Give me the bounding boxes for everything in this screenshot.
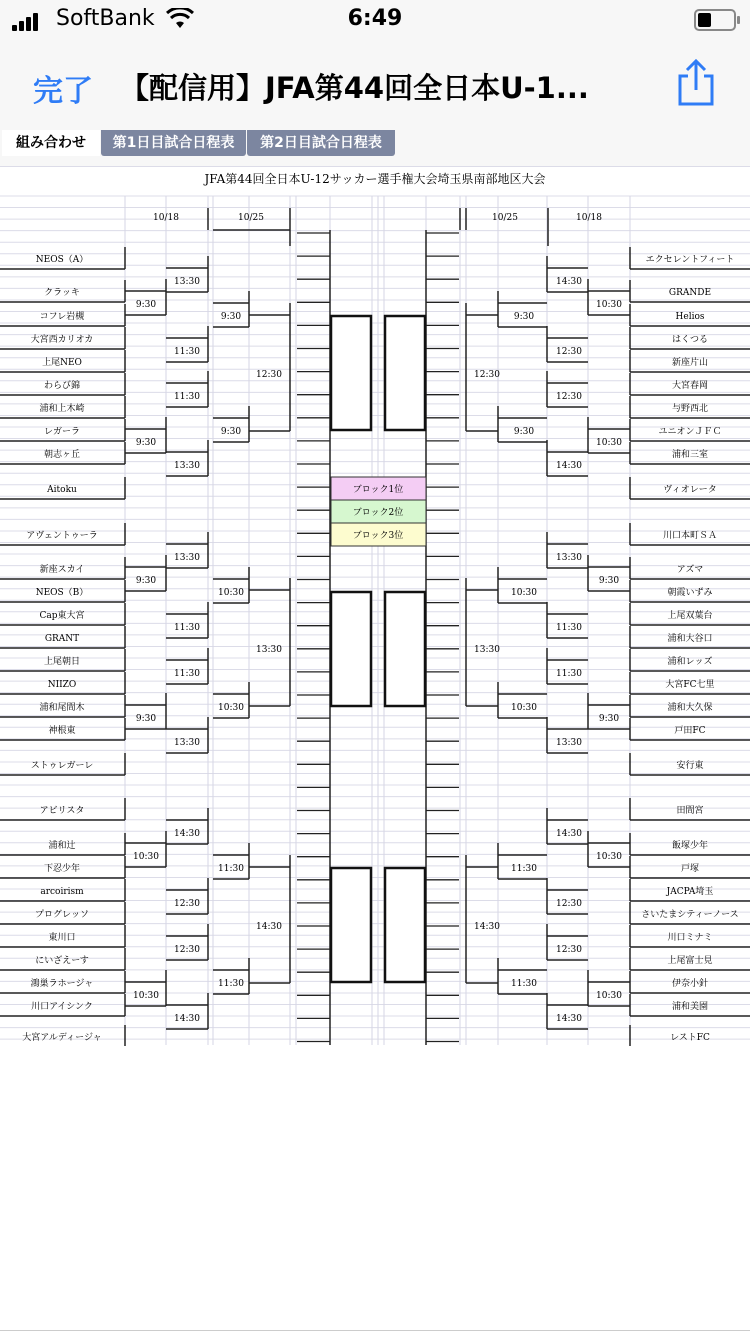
clock: 6:49	[347, 6, 403, 31]
match-time-right: 12:30	[556, 899, 582, 909]
date-label: 10/18	[153, 213, 179, 223]
match-time-right: 12:30	[556, 945, 582, 955]
done-button[interactable]: 完了	[33, 74, 93, 109]
team-name-left: ストゥレガーレ	[30, 761, 94, 771]
match-time-right: 10:30	[511, 588, 537, 598]
match-time-right: 10:30	[596, 300, 622, 310]
match-time-left: 12:30	[256, 370, 282, 380]
match-time-left: 11:30	[174, 669, 200, 679]
match-time-right: 11:30	[511, 864, 537, 874]
match-time-left: 9:30	[220, 427, 242, 437]
team-name-left: わらび錦	[43, 381, 81, 391]
team-name-right: 新座片山	[671, 358, 709, 368]
team-name-left: 浦和辻	[48, 841, 76, 851]
match-time-left: 11:30	[218, 864, 244, 874]
date-label: 10/18	[576, 213, 602, 223]
carrier: SoftBank	[56, 6, 155, 31]
team-name-right: さいたまシティーノース	[641, 910, 739, 920]
match-time-left: 11:30	[218, 979, 244, 989]
tab-day2-schedule[interactable]: 第2日目試合日程表	[247, 130, 395, 156]
match-time-right: 13:30	[556, 553, 582, 563]
match-time-left: 10:30	[218, 703, 244, 713]
team-name-right: 川口ミナミ	[667, 933, 713, 943]
team-name-left: アヴェントゥーラ	[26, 531, 98, 541]
team-name-right: 浦和大久保	[667, 703, 713, 713]
team-name-right: 浦和大谷口	[667, 634, 713, 644]
team-name-right: 大宮FC七里	[665, 680, 715, 690]
match-time-right: 11:30	[556, 623, 582, 633]
legend-label: ブロック1位	[352, 485, 404, 495]
team-name-left: 浦和尾間木	[39, 703, 85, 713]
team-name-right: 浦和レッズ	[667, 657, 713, 667]
team-name-right: 伊奈小針	[671, 979, 709, 989]
team-name-right: はくつる	[671, 335, 709, 345]
match-time-right: 14:30	[556, 461, 582, 471]
team-name-right: JACPA埼玉	[666, 887, 714, 897]
match-time-right: 9:30	[598, 576, 620, 586]
match-time-right: 14:30	[556, 1014, 582, 1024]
team-name-left: にいざえーす	[35, 956, 89, 966]
team-name-left: 大宮西カリオカ	[30, 335, 94, 345]
final-box	[385, 316, 425, 430]
match-time-left: 13:30	[174, 461, 200, 471]
final-box	[331, 316, 371, 430]
team-name-left: NEOS（A）	[35, 255, 89, 265]
match-time-right: 9:30	[513, 312, 535, 322]
team-name-left: 上尾朝日	[43, 657, 81, 667]
status-bar	[0, 0, 750, 40]
final-box	[331, 868, 371, 982]
team-name-left: 新座スカイ	[39, 565, 85, 575]
team-name-left: レガーラ	[43, 427, 81, 437]
sheet-tabs	[0, 122, 750, 166]
tab-pairings[interactable]: 組み合わせ	[2, 130, 100, 156]
match-time-left: 10:30	[133, 991, 159, 1001]
match-time-left: 14:30	[174, 829, 200, 839]
match-time-left: 10:30	[133, 852, 159, 862]
match-time-left: 11:30	[174, 392, 200, 402]
team-name-right: Helios	[675, 312, 705, 322]
match-time-right: 13:30	[556, 738, 582, 748]
team-name-right: 田間宮	[676, 806, 704, 816]
team-name-right: 飯塚少年	[671, 841, 709, 851]
match-time-right: 14:30	[474, 922, 500, 932]
match-time-left: 11:30	[174, 623, 200, 633]
match-time-left: 12:30	[174, 945, 200, 955]
team-name-right: 安行東	[676, 761, 704, 771]
match-time-right: 14:30	[556, 829, 582, 839]
team-name-left: arcoirism	[40, 887, 84, 897]
team-name-right: ヴィオレータ	[663, 485, 717, 495]
team-name-right: 与野西北	[671, 404, 709, 414]
team-name-right: エクセレントフィート	[645, 255, 735, 265]
team-name-left: 下忍少年	[43, 864, 81, 874]
match-time-right: 12:30	[556, 392, 582, 402]
team-name-left: アビリスタ	[39, 806, 85, 816]
team-name-left: Aitoku	[47, 485, 77, 495]
team-name-left: 鴻巣ラホージャ	[30, 979, 94, 989]
match-time-left: 9:30	[220, 312, 242, 322]
team-name-right: 浦和美園	[671, 1002, 709, 1012]
date-label: 10/25	[492, 213, 518, 223]
match-time-left: 9:30	[135, 714, 157, 724]
final-box	[385, 868, 425, 982]
match-time-right: 10:30	[596, 991, 622, 1001]
match-time-right: 13:30	[474, 645, 500, 655]
nav-bar	[0, 40, 750, 122]
match-time-left: 10:30	[218, 588, 244, 598]
match-time-left: 13:30	[174, 277, 200, 287]
team-name-right: レストFC	[670, 1033, 710, 1043]
match-time-left: 9:30	[135, 300, 157, 310]
team-name-right: 大宮春岡	[671, 381, 709, 391]
sheet-title: JFA第44回全日本U-12サッカー選手権大会埼玉県南部地区大会	[204, 172, 546, 186]
team-name-right: 上尾双葉台	[667, 611, 713, 621]
match-time-left: 11:30	[174, 347, 200, 357]
match-time-left: 9:30	[135, 438, 157, 448]
match-time-right: 10:30	[511, 703, 537, 713]
team-name-right: 川口本町ＳＡ	[662, 531, 718, 541]
team-name-right: 戸塚	[680, 864, 700, 874]
match-time-right: 12:30	[556, 347, 582, 357]
team-name-left: NEOS（B）	[35, 588, 89, 598]
team-name-left: プログレッソ	[35, 910, 89, 920]
match-time-right: 14:30	[556, 277, 582, 287]
team-name-right: 上尾富士見	[667, 956, 713, 966]
final-box	[331, 592, 371, 706]
tab-day1-schedule[interactable]: 第1日目試合日程表	[101, 130, 246, 156]
team-name-left: 川口アイシンク	[31, 1002, 93, 1012]
legend-label: ブロック3位	[352, 531, 404, 541]
bracket-svg	[0, 166, 750, 1046]
battery-icon	[694, 9, 736, 31]
match-time-right: 11:30	[556, 669, 582, 679]
match-time-right: 10:30	[596, 438, 622, 448]
team-name-left: コフレ岩槻	[39, 312, 85, 322]
team-name-left: Cap東大宮	[39, 611, 85, 621]
match-time-left: 12:30	[174, 899, 200, 909]
match-time-left: 13:30	[174, 553, 200, 563]
match-time-left: 13:30	[256, 645, 282, 655]
match-time-left: 9:30	[135, 576, 157, 586]
team-name-right: GRANDE	[668, 288, 712, 298]
match-time-left: 14:30	[174, 1014, 200, 1024]
match-time-right: 9:30	[513, 427, 535, 437]
match-time-right: 11:30	[511, 979, 537, 989]
share-icon[interactable]	[674, 58, 718, 112]
match-time-right: 12:30	[474, 370, 500, 380]
team-name-left: 神根東	[48, 726, 76, 736]
document-title: 【配信用】JFA第44回全日本U-1...	[120, 71, 589, 105]
team-name-left: 大宮アルディージャ	[22, 1033, 102, 1043]
team-name-left: 東川口	[48, 933, 76, 943]
team-name-right: 戸田FC	[674, 726, 706, 736]
bracket-sheet	[0, 166, 750, 1046]
match-time-right: 9:30	[598, 714, 620, 724]
team-name-left: クラッキ	[44, 288, 80, 298]
match-time-left: 14:30	[256, 922, 282, 932]
date-label: 10/25	[238, 213, 264, 223]
team-name-left: 浦和上木崎	[39, 404, 85, 414]
team-name-left: 朝志ヶ丘	[43, 450, 81, 460]
team-name-right: 浦和三室	[671, 450, 709, 460]
team-name-right: アズマ	[676, 565, 704, 575]
team-name-left: GRANT	[44, 634, 80, 644]
divider	[0, 1330, 750, 1331]
team-name-left: 上尾NEO	[42, 358, 82, 368]
team-name-right: 朝霞いずみ	[667, 588, 713, 598]
final-box	[385, 592, 425, 706]
team-name-right: ユニオンＪＦＣ	[658, 427, 722, 437]
match-time-right: 10:30	[596, 852, 622, 862]
legend-label: ブロック2位	[352, 508, 404, 518]
match-time-left: 13:30	[174, 738, 200, 748]
team-name-left: NIIZO	[47, 680, 77, 690]
